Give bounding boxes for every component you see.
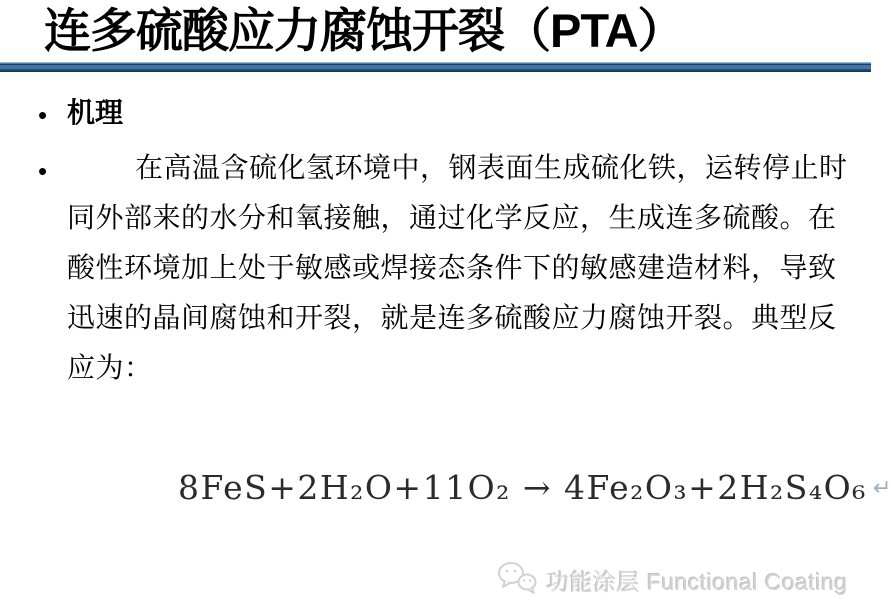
body-paragraph bbox=[67, 143, 859, 393]
bullet-icon: • bbox=[38, 100, 48, 130]
paragraph-line: 酸性环境加上处于敏感或焊接态条件下的敏感建造材料，导致 bbox=[67, 252, 837, 283]
section-heading: 机理 bbox=[67, 97, 124, 128]
footer-watermark bbox=[497, 560, 848, 601]
chemical-equation-block bbox=[178, 468, 891, 507]
chemical-equation: 8FeS+2H₂O+11O₂ → 4Fe₂O₃+2H₂S₄O₆ bbox=[178, 468, 867, 507]
title-divider-bar bbox=[0, 62, 871, 72]
paragraph-line: 迅速的晶间腐蚀和开裂，就是连多硫酸应力腐蚀开裂。典型反 bbox=[67, 302, 837, 333]
paragraph-line: 同外部来的水分和氧接触，通过化学反应，生成连多硫酸。在 bbox=[67, 202, 837, 233]
paragraph-line: 在高温含硫化氢环境中，钢表面生成硫化铁，运转停止时 bbox=[135, 152, 848, 183]
bullet-icon: • bbox=[38, 156, 48, 186]
paragraph-line: 应为： bbox=[67, 352, 153, 383]
wechat-logo-icon bbox=[497, 560, 537, 601]
brand-watermark-text: 功能涂层 Functional Coating bbox=[546, 569, 848, 595]
carriage-return-icon: ↵ bbox=[872, 476, 891, 501]
page-title: 连多硫酸应力腐蚀开裂（PTA） bbox=[44, 4, 684, 57]
